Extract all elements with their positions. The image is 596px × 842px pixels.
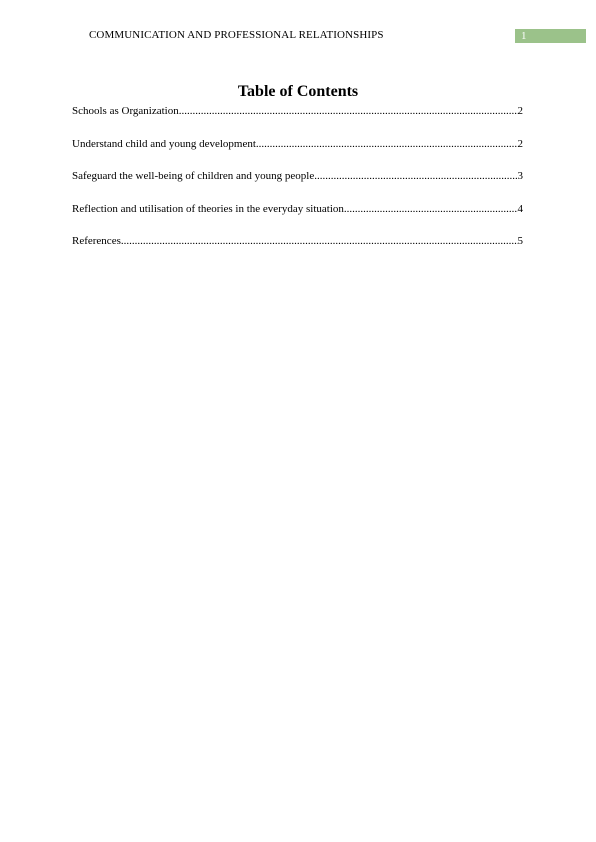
page-number: 1 <box>515 29 586 43</box>
toc-entry-page: 4 <box>517 202 523 215</box>
toc-entry-label: Schools as Organization <box>72 105 179 117</box>
toc-leader-dots <box>121 234 518 248</box>
toc-entry-page: 2 <box>517 137 523 150</box>
toc-entry-reflection-theories[interactable] <box>72 202 523 216</box>
toc-entry-schools-as-organization[interactable] <box>72 104 523 118</box>
page-header <box>0 0 596 50</box>
toc-entry-child-development[interactable] <box>72 137 523 151</box>
toc-entry-label: References <box>72 235 121 247</box>
toc-entry-page: 3 <box>517 170 523 182</box>
toc-leader-dots <box>314 169 517 183</box>
toc-entry-label: Safeguard the well-being of children and young people <box>72 170 315 182</box>
toc-leader-dots <box>256 137 518 151</box>
toc-entry-references[interactable] <box>72 234 523 248</box>
table-of-contents <box>72 104 523 267</box>
toc-leader-dots <box>179 104 518 118</box>
toc-title: Table of Contents <box>237 83 359 100</box>
running-head: COMMUNICATION AND PROFESSIONAL RELATIONSHIPS <box>89 29 384 41</box>
toc-entry-label: Reflection and utilisation of theories in the everyday situation <box>72 202 344 215</box>
toc-entry-page: 2 <box>517 105 523 117</box>
toc-entry-safeguard-well-being[interactable] <box>72 169 523 183</box>
toc-entry-label: Understand child and young development <box>72 137 256 150</box>
toc-leader-dots <box>344 202 518 216</box>
toc-entry-page: 5 <box>517 235 523 247</box>
